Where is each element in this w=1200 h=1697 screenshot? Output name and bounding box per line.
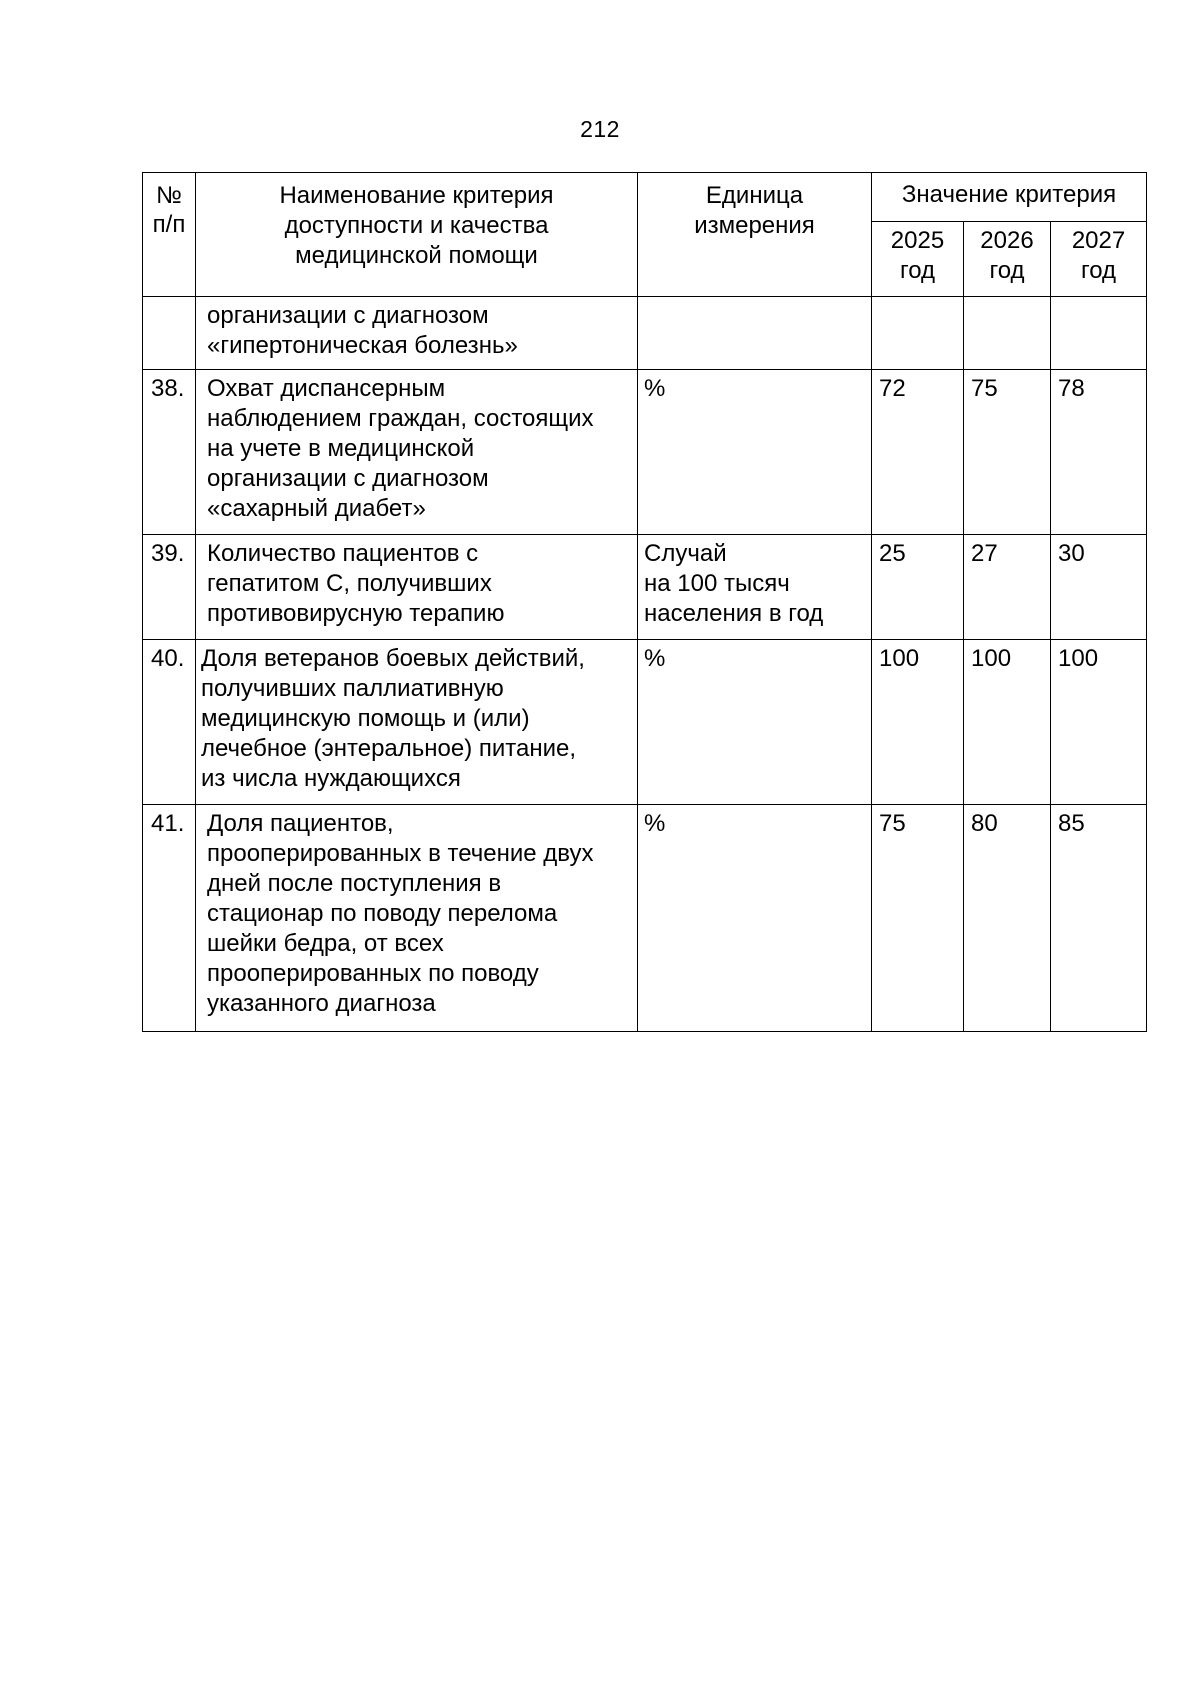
row-value-2025: 25 <box>872 535 964 640</box>
row-value-2027: 30 <box>1051 535 1147 640</box>
row-value-2027 <box>1051 297 1147 370</box>
row-value-2027: 85 <box>1051 805 1147 1032</box>
row-criterion-name: Доля ветеранов боевых действий, получивших паллиативную медицинскую помощь и (или) лечебное (энтеральное) питание, из числа нуждающихся <box>196 640 638 805</box>
row-value-2025 <box>872 297 964 370</box>
header-unit: Единица измерения <box>638 173 872 297</box>
row-value-2026: 27 <box>964 535 1051 640</box>
row-number: 40. <box>143 640 196 805</box>
table-row <box>143 535 1147 640</box>
row-value-2027: 78 <box>1051 370 1147 535</box>
row-value-2026: 100 <box>964 640 1051 805</box>
row-unit: % <box>638 640 872 805</box>
row-criterion-name: Охват диспансерным наблюдением граждан, состоящих на учете в медицинской организации с диагнозом «сахарный диабет» <box>196 370 638 535</box>
page-number: 212 <box>580 116 620 142</box>
table-row <box>143 805 1147 1032</box>
row-unit: % <box>638 805 872 1032</box>
table-row <box>143 640 1147 805</box>
row-value-2025: 100 <box>872 640 964 805</box>
row-value-2026 <box>964 297 1051 370</box>
table-row <box>143 370 1147 535</box>
row-criterion-name: организации с диагнозом «гипертоническая болезнь» <box>196 297 638 370</box>
row-number: 41. <box>143 805 196 1032</box>
table-header-row <box>143 173 1147 222</box>
row-unit: % <box>638 370 872 535</box>
row-number: 39. <box>143 535 196 640</box>
row-number <box>143 297 196 370</box>
row-number: 38. <box>143 370 196 535</box>
row-value-2026: 80 <box>964 805 1051 1032</box>
header-criterion-value: Значение критерия <box>872 173 1147 222</box>
row-value-2025: 75 <box>872 805 964 1032</box>
row-value-2026: 75 <box>964 370 1051 535</box>
header-year-2025: 2025 год <box>872 222 964 297</box>
header-year-2026: 2026 год <box>964 222 1051 297</box>
row-unit <box>638 297 872 370</box>
criteria-table <box>142 172 1147 1032</box>
row-value-2027: 100 <box>1051 640 1147 805</box>
table-row <box>143 297 1147 370</box>
header-criterion-name: Наименование критерия доступности и качества медицинской помощи <box>196 173 638 297</box>
header-year-2027: 2027 год <box>1051 222 1147 297</box>
row-criterion-name: Количество пациентов с гепатитом С, получивших противовирусную терапию <box>196 535 638 640</box>
row-criterion-name: Доля пациентов, прооперированных в течение двух дней после поступления в стационар по поводу перелома шейки бедра, от всех прооперированных по поводу указанного диагноза <box>196 805 638 1032</box>
row-value-2025: 72 <box>872 370 964 535</box>
header-number: № п/п <box>143 173 196 297</box>
row-unit: Случай на 100 тысяч населения в год <box>638 535 872 640</box>
